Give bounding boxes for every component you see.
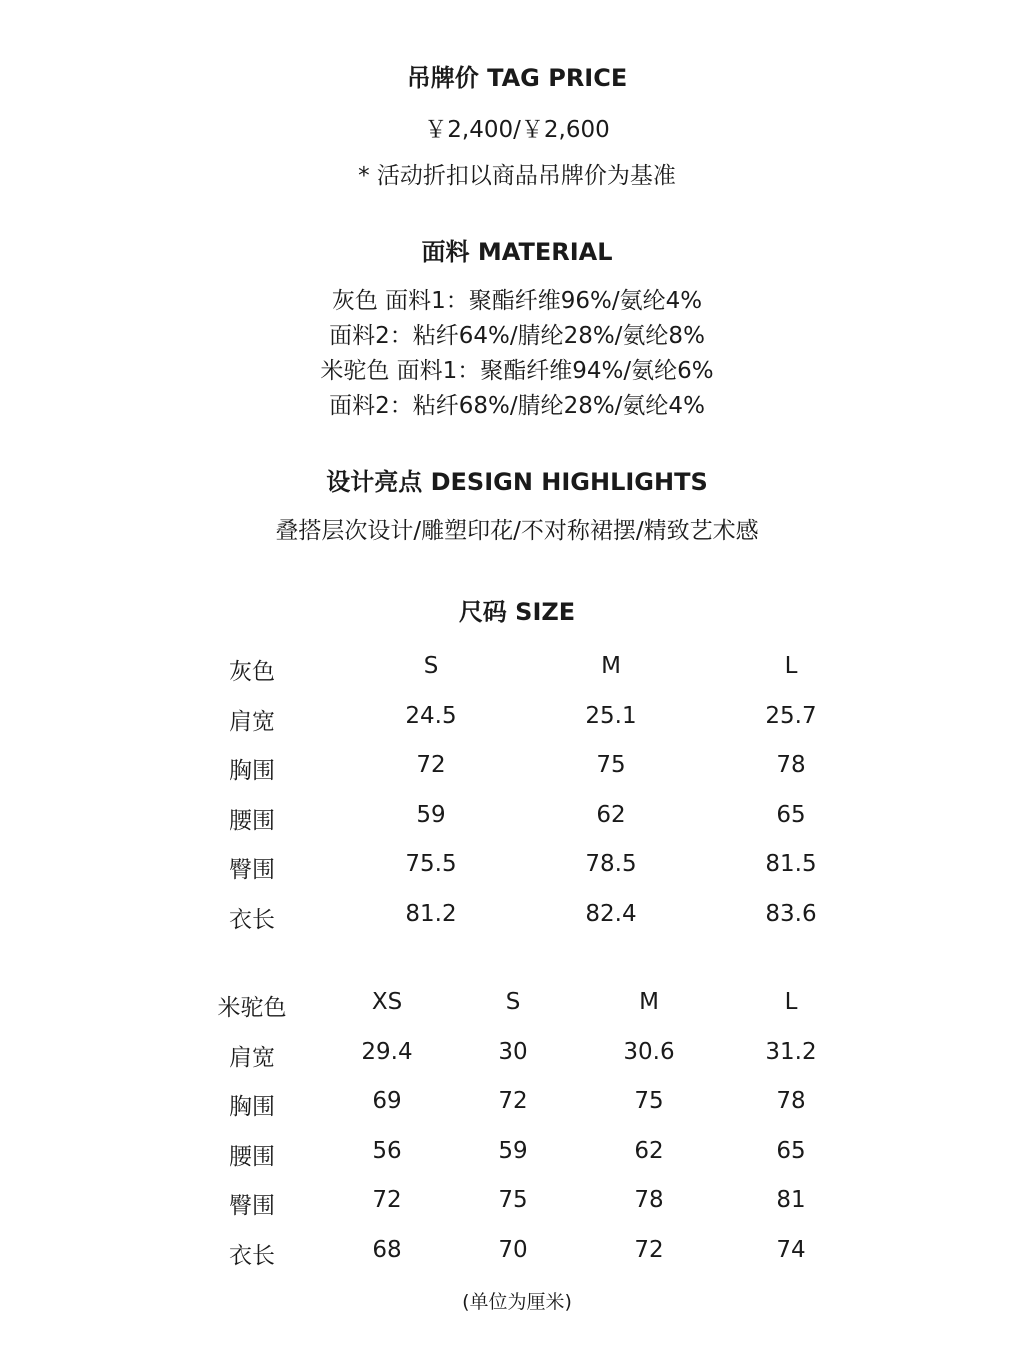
- size-cell: 75.5: [405, 851, 457, 878]
- size-column-header: M: [601, 653, 621, 679]
- size-cell: 65: [776, 801, 806, 828]
- size-cell: 78.5: [585, 851, 637, 878]
- tag-price-note: * 活动折扣以商品吊牌价为基准: [358, 163, 676, 189]
- size-cell: 72: [498, 1088, 528, 1115]
- tag-price-value: ￥2,400/￥2,600: [424, 117, 610, 143]
- material-line-3: 米驼色 面料1：聚酯纤维94%/氨纶6%: [320, 358, 714, 384]
- size-column-header: S: [423, 653, 439, 679]
- size-cell: 59: [498, 1137, 528, 1164]
- size-cell: 30.6: [623, 1038, 675, 1065]
- size-cell: 78: [634, 1187, 664, 1214]
- size-row-label: 肩宽: [229, 708, 275, 735]
- size-cell: 78: [776, 1088, 806, 1115]
- size-column-header: M: [639, 989, 659, 1015]
- size-cell: 59: [416, 801, 446, 828]
- size-row-label: 衣长: [229, 1243, 275, 1269]
- size-row-label: 肩宽: [229, 1044, 275, 1071]
- size-row-label: 胸围: [229, 758, 275, 785]
- tag-price-heading: 吊牌价 TAG PRICE: [406, 64, 628, 92]
- size-cell: 81.5: [765, 851, 817, 878]
- size-cell: 74: [776, 1237, 806, 1263]
- size-cell: 31.2: [765, 1038, 817, 1065]
- material-heading: 面料 MATERIAL: [421, 238, 613, 266]
- size-heading: 尺码 SIZE: [458, 598, 576, 626]
- size-cell: 65: [776, 1137, 806, 1164]
- size-cell: 75: [498, 1187, 528, 1214]
- size-cell: 72: [634, 1237, 664, 1263]
- size-cell: 25.7: [765, 702, 817, 729]
- material-line-2: 面料2：粘纤64%/腈纶28%/氨纶8%: [329, 323, 705, 349]
- size-cell: 29.4: [361, 1038, 413, 1065]
- size-cell: 82.4: [585, 901, 637, 927]
- size-column-header: L: [784, 653, 798, 679]
- size-cell: 81.2: [405, 901, 457, 927]
- material-line-4: 面料2：粘纤68%/腈纶28%/氨纶4%: [329, 393, 705, 419]
- size-row-label: 腰围: [229, 1143, 275, 1170]
- size-cell: 72: [372, 1187, 402, 1214]
- design-heading: 设计亮点 DESIGN HIGHLIGHTS: [326, 468, 708, 496]
- size-row-label: 衣长: [229, 907, 275, 933]
- size-column-header: XS: [371, 989, 403, 1015]
- size-cell: 75: [634, 1088, 664, 1115]
- size-row-label: 胸围: [229, 1094, 275, 1121]
- size-cell: 62: [596, 801, 626, 828]
- size-cell: 81: [776, 1187, 806, 1214]
- size-cell: 56: [372, 1137, 402, 1164]
- size-table-color: 米驼色: [217, 995, 287, 1021]
- size-row-label: 腰围: [229, 807, 275, 834]
- size-column-header: L: [784, 989, 798, 1015]
- size-cell: 83.6: [765, 901, 817, 927]
- size-column-header: S: [505, 989, 521, 1015]
- material-line-1: 灰色 面料1：聚酯纤维96%/氨纶4%: [331, 288, 703, 314]
- size-cell: 69: [372, 1088, 402, 1115]
- size-cell: 62: [634, 1137, 664, 1164]
- size-row-label: 臀围: [229, 857, 275, 884]
- unit-note: (单位为厘米): [462, 1291, 572, 1313]
- size-cell: 70: [498, 1237, 528, 1263]
- size-cell: 68: [372, 1237, 402, 1263]
- size-cell: 78: [776, 752, 806, 779]
- size-cell: 75: [596, 752, 626, 779]
- design-text: 叠搭层次设计/雕塑印花/不对称裙摆/精致艺术感: [275, 518, 759, 544]
- size-row-label: 臀围: [229, 1193, 275, 1220]
- size-cell: 72: [416, 752, 446, 779]
- size-cell: 30: [498, 1038, 528, 1065]
- size-cell: 24.5: [405, 702, 457, 729]
- size-cell: 25.1: [585, 702, 637, 729]
- size-table-color: 灰色: [229, 659, 275, 685]
